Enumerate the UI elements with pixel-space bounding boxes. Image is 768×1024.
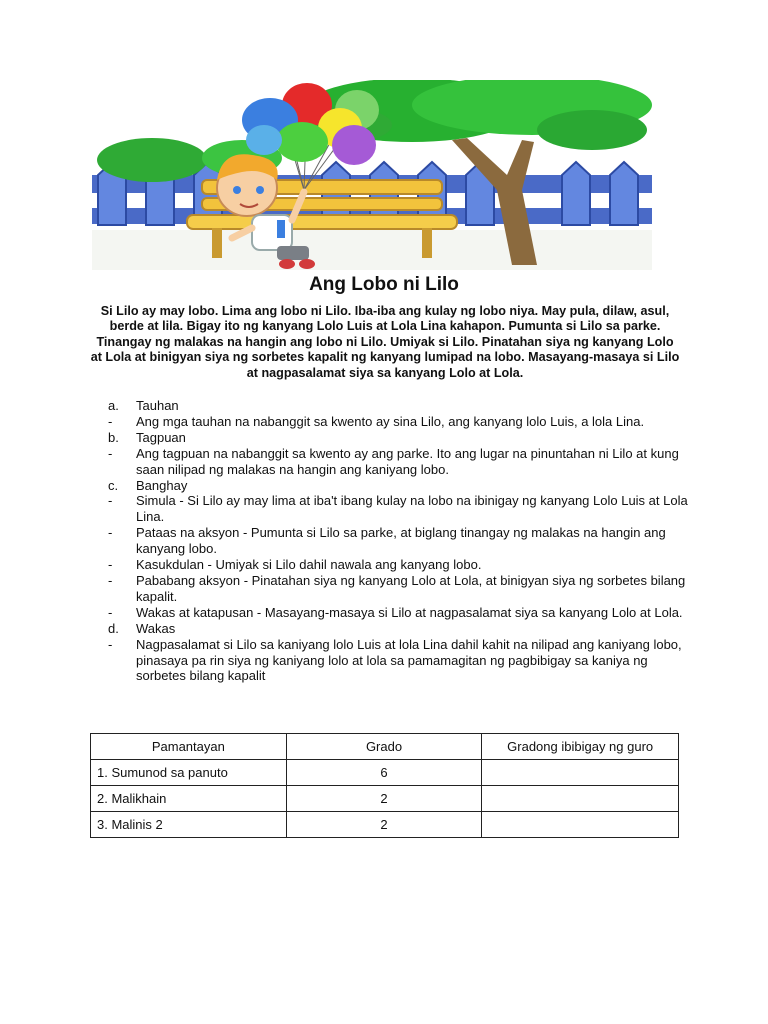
rubric-table [90,733,679,838]
outline-detail [108,414,688,430]
list-marker: a. [108,398,119,413]
story-elements-outline [108,398,688,684]
teacher-grade-cell[interactable] [482,812,679,838]
dash-marker: - [108,445,113,461]
table-header-row [91,734,679,760]
table-row [91,760,679,786]
story-illustration [92,80,652,270]
outline-text: Pataas na aksyon - Pumunta si Lilo sa parke, at biglang tinangay ng malakas na hangin ang kanyang lobo. [136,525,666,557]
grade-cell: 6 [286,760,482,786]
outline-detail [108,525,688,557]
outline-item-tauhan [108,398,688,414]
column-header: Grado [286,734,482,760]
dash-marker: - [108,413,113,429]
outline-heading: Wakas [136,620,176,636]
list-marker: b. [108,429,119,445]
list-marker: d. [108,620,119,636]
story-paragraph: Si Lilo ay may lobo. Lima ang lobo ni Lilo. Iba-iba ang kulay ng lobo niya. May pula, dilaw, asul, berde at lila. Bigay ito ng kanyang Lolo Luis at Lola Lina kahapon. Pumunta si Lilo sa parke. Tinangay ng malakas na hangin ang lobo ni Lilo. Umiyak si Lilo. Pinatahan siya ng kanyang Lolo at Lola at binigyan siya ng sorbetes kapalit ng kanyang lumipad na lobo. Masayang-masaya si Lilo at nagpasalamat siya sa kanyang Lolo at Lola. [90,304,680,380]
outline-item-tagpuan [108,430,688,446]
park-scene-image [92,80,652,270]
outline-text: Pababang aksyon - Pinatahan siya ng kanyang Lolo at Lola, at binigyan siya ng sorbetes bilang kapalit. [136,572,686,604]
table-row [91,812,679,838]
grade-cell: 2 [286,786,482,812]
outline-item-wakas [108,621,688,637]
dash-marker: - [108,493,113,509]
outline-heading: Tauhan [136,398,179,413]
criterion-cell: 1. Sumunod sa panuto [91,760,287,786]
dash-marker: - [108,604,113,620]
dash-marker: - [108,572,113,588]
outline-heading: Banghay [136,477,188,493]
teacher-grade-cell[interactable] [482,786,679,812]
teacher-grade-cell[interactable] [482,760,679,786]
outline-text: Ang tagpuan na nabanggit sa kwento ay ang parke. Ito ang lugar na pinuntahan ni Lilo at kung saan nilipad ng malakas na hangin ang kaniyang lobo. [136,445,679,477]
outline-detail [108,573,688,605]
outline-item-banghay [108,478,688,494]
grade-cell: 2 [286,812,482,838]
outline-detail [108,493,688,525]
outline-detail [108,637,688,685]
dash-marker: - [108,636,113,652]
outline-detail [108,557,688,573]
table-row [91,786,679,812]
outline-text: Kasukdulan - Umiyak si Lilo dahil nawala ang kanyang lobo. [136,557,482,573]
outline-detail [108,605,688,621]
outline-heading: Tagpuan [136,429,186,445]
list-marker: c. [108,477,119,493]
column-header: Pamantayan [91,734,287,760]
criterion-cell: 3. Malinis 2 [91,812,287,838]
outline-detail [108,446,688,478]
column-header: Gradong ibibigay ng guro [482,734,679,760]
criterion-cell: 2. Malikhain [91,786,287,812]
story-title: Ang Lobo ni Lilo [309,274,459,295]
outline-text: Nagpasalamat si Lilo sa kaniyang lolo Luis at lola Lina dahil kahit na nilipad ang kaniyang lobo, pinasaya pa rin siya ng kaniyang lolo at lola sa pamamagitan ng pagbibigay sa kaniya ng sorbetes bilang kapalit [136,636,682,684]
outline-text: Simula - Si Lilo ay may lima at iba't ibang kulay na lobo na ibinigay ng kanyang Lolo Luis at Lola Lina. [136,493,688,525]
dash-marker: - [108,557,113,573]
outline-text: Ang mga tauhan na nabanggit sa kwento ay sina Lilo, ang kanyang lolo Luis, a lola Lina. [136,413,645,429]
outline-text: Wakas at katapusan - Masayang-masaya si Lilo at nagpasalamat siya sa kanyang Lolo at Lola. [136,604,683,620]
dash-marker: - [108,525,113,541]
